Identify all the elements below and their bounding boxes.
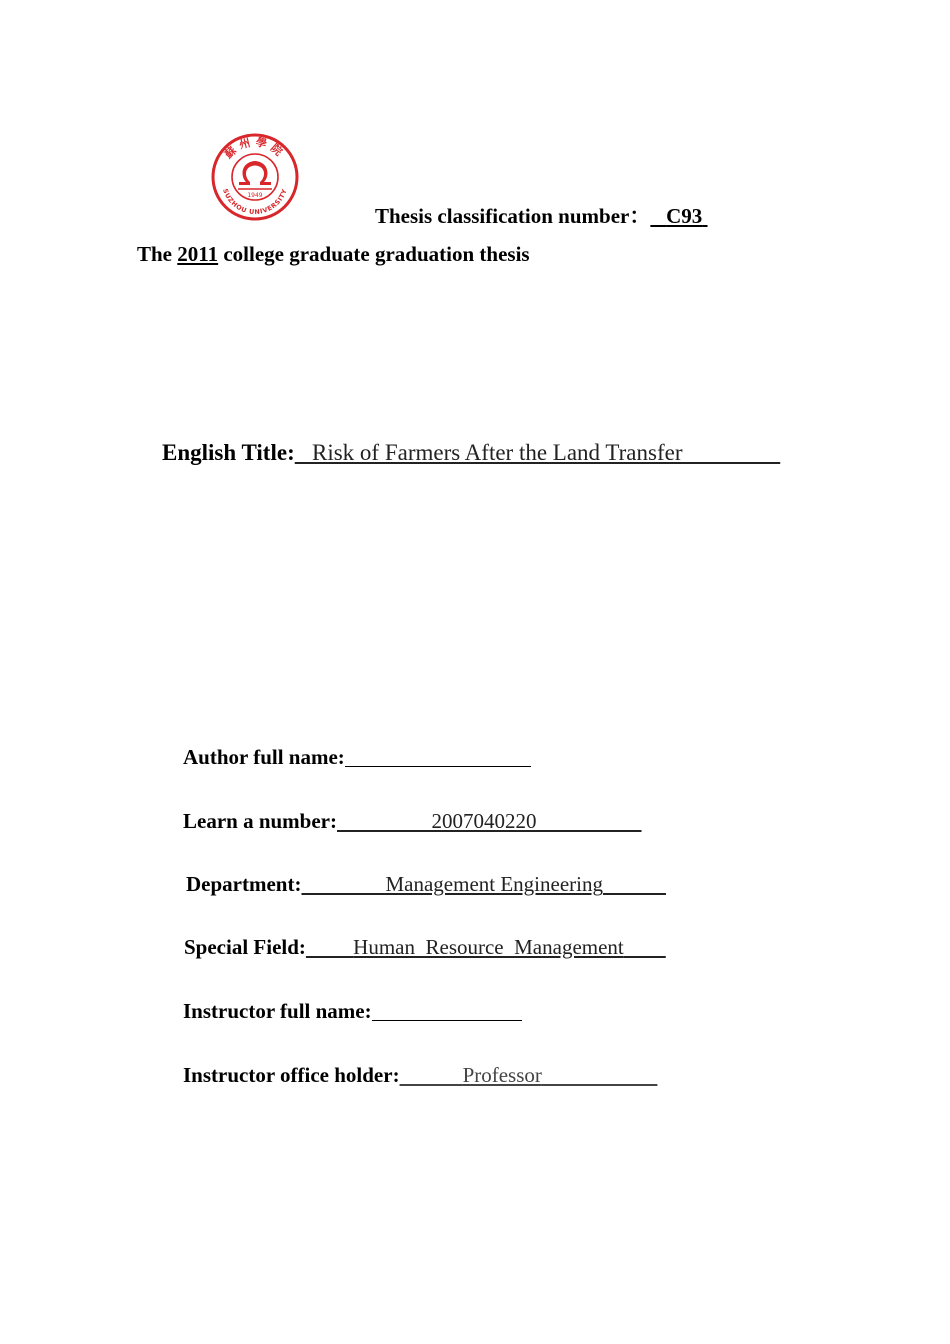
special-field-label: Special Field: — [184, 935, 306, 959]
university-seal-logo — [210, 131, 300, 223]
special-field-field — [184, 935, 666, 960]
instructor-label: Instructor full name: — [183, 999, 372, 1023]
thesis-subtitle — [137, 242, 530, 267]
classification-line — [375, 200, 708, 230]
instructor-field — [183, 999, 522, 1024]
department-value: Management Engineering — [385, 872, 603, 896]
author-field — [183, 745, 531, 770]
learn-number-label: Learn a number: — [183, 809, 337, 833]
subtitle-year: 2011 — [177, 242, 219, 266]
classification-label: Thesis classification number： — [375, 204, 651, 228]
seal-english-text: SUZHOU UNIVERSITY — [221, 187, 289, 217]
department-label: Department: — [186, 872, 302, 896]
special-field-value: Human Resource Management — [353, 935, 624, 959]
instructor-office-label: Instructor office holder: — [183, 1063, 400, 1087]
seal-chinese-text: 蘇州學院 — [222, 135, 288, 162]
learn-number-field — [183, 809, 642, 834]
english-title-label: English Title: — [162, 440, 295, 465]
instructor-office-value: Professor — [462, 1063, 542, 1087]
author-label: Author full name: — [183, 745, 345, 769]
instructor-blank — [372, 999, 522, 1021]
subtitle-suffix: college graduate graduation thesis — [218, 242, 530, 266]
subtitle-prefix: The — [137, 242, 178, 266]
author-blank — [345, 745, 531, 767]
seal-year: 1949 — [247, 192, 263, 199]
department-field — [186, 872, 666, 897]
svg-text:蘇州學院 — [221, 134, 289, 162]
instructor-office-field — [183, 1063, 657, 1088]
english-title-line — [162, 440, 780, 466]
english-title-value: Risk of Farmers After the Land Transfer — [311, 440, 683, 465]
classification-value: C93 — [666, 204, 703, 228]
learn-number-value: 2007040220 — [431, 809, 537, 833]
